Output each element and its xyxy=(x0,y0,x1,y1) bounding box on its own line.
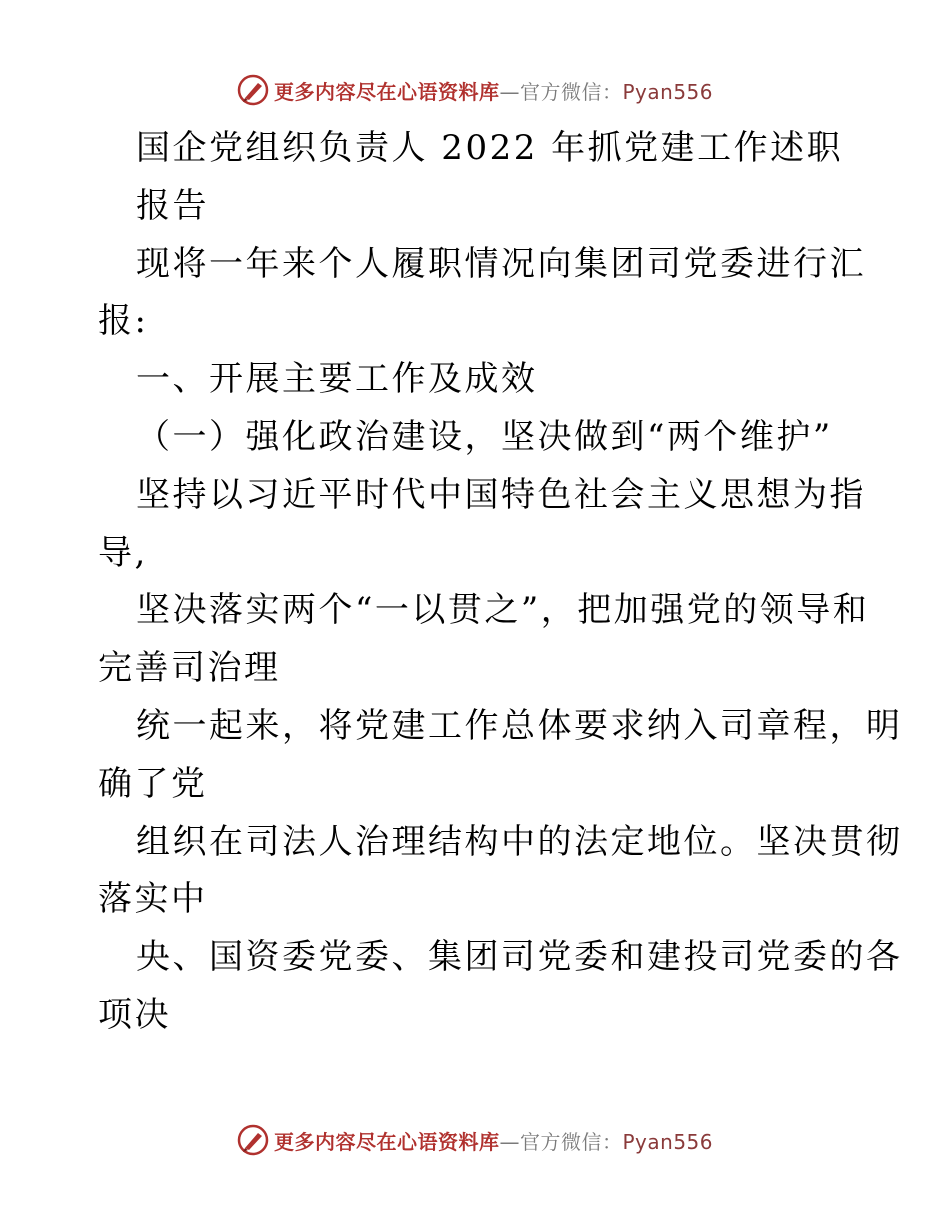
footer-watermark xyxy=(236,1123,713,1157)
text-line: 统一起来，将党建工作总体要求纳入司章程，明 xyxy=(136,705,903,746)
text-line: 报: xyxy=(98,301,149,342)
text-line: 完善司治理 xyxy=(98,648,281,689)
watermark-text: 更多内容尽在心语资料库—官方微信：Pyan556 xyxy=(274,1129,714,1154)
text-line: 现将一年来个人履职情况向集团司党委进行汇 xyxy=(136,243,866,284)
document-body xyxy=(98,120,903,1045)
text-line: 项决 xyxy=(98,994,171,1035)
header-watermark xyxy=(236,73,713,107)
text-line: 确了党 xyxy=(98,763,208,804)
pen-logo-icon xyxy=(236,73,270,107)
watermark-text: 更多内容尽在心语资料库—官方微信：Pyan556 xyxy=(274,79,714,104)
text-line: 一、开展主要工作及成效 xyxy=(136,359,538,400)
text-line: 国企党组织负责人 2022 年抓党建工作述职 xyxy=(136,128,844,168)
text-line: 导, xyxy=(98,532,148,573)
text-line: 央、国资委党委、集团司党委和建投司党委的各 xyxy=(136,937,903,978)
text-line: 组织在司法人治理结构中的法定地位。坚决贯彻 xyxy=(136,821,903,862)
text-line: 坚决落实两个“一以贯之”，把加强党的领导和 xyxy=(136,590,870,631)
text-line: 坚持以习近平时代中国特色社会主义思想为指 xyxy=(136,474,866,515)
text-line: （一）强化政治建设，坚决做到“两个维护” xyxy=(136,416,833,457)
text-line: 落实中 xyxy=(98,879,208,920)
pen-logo-icon xyxy=(236,1123,270,1157)
text-line: 报告 xyxy=(136,185,209,226)
